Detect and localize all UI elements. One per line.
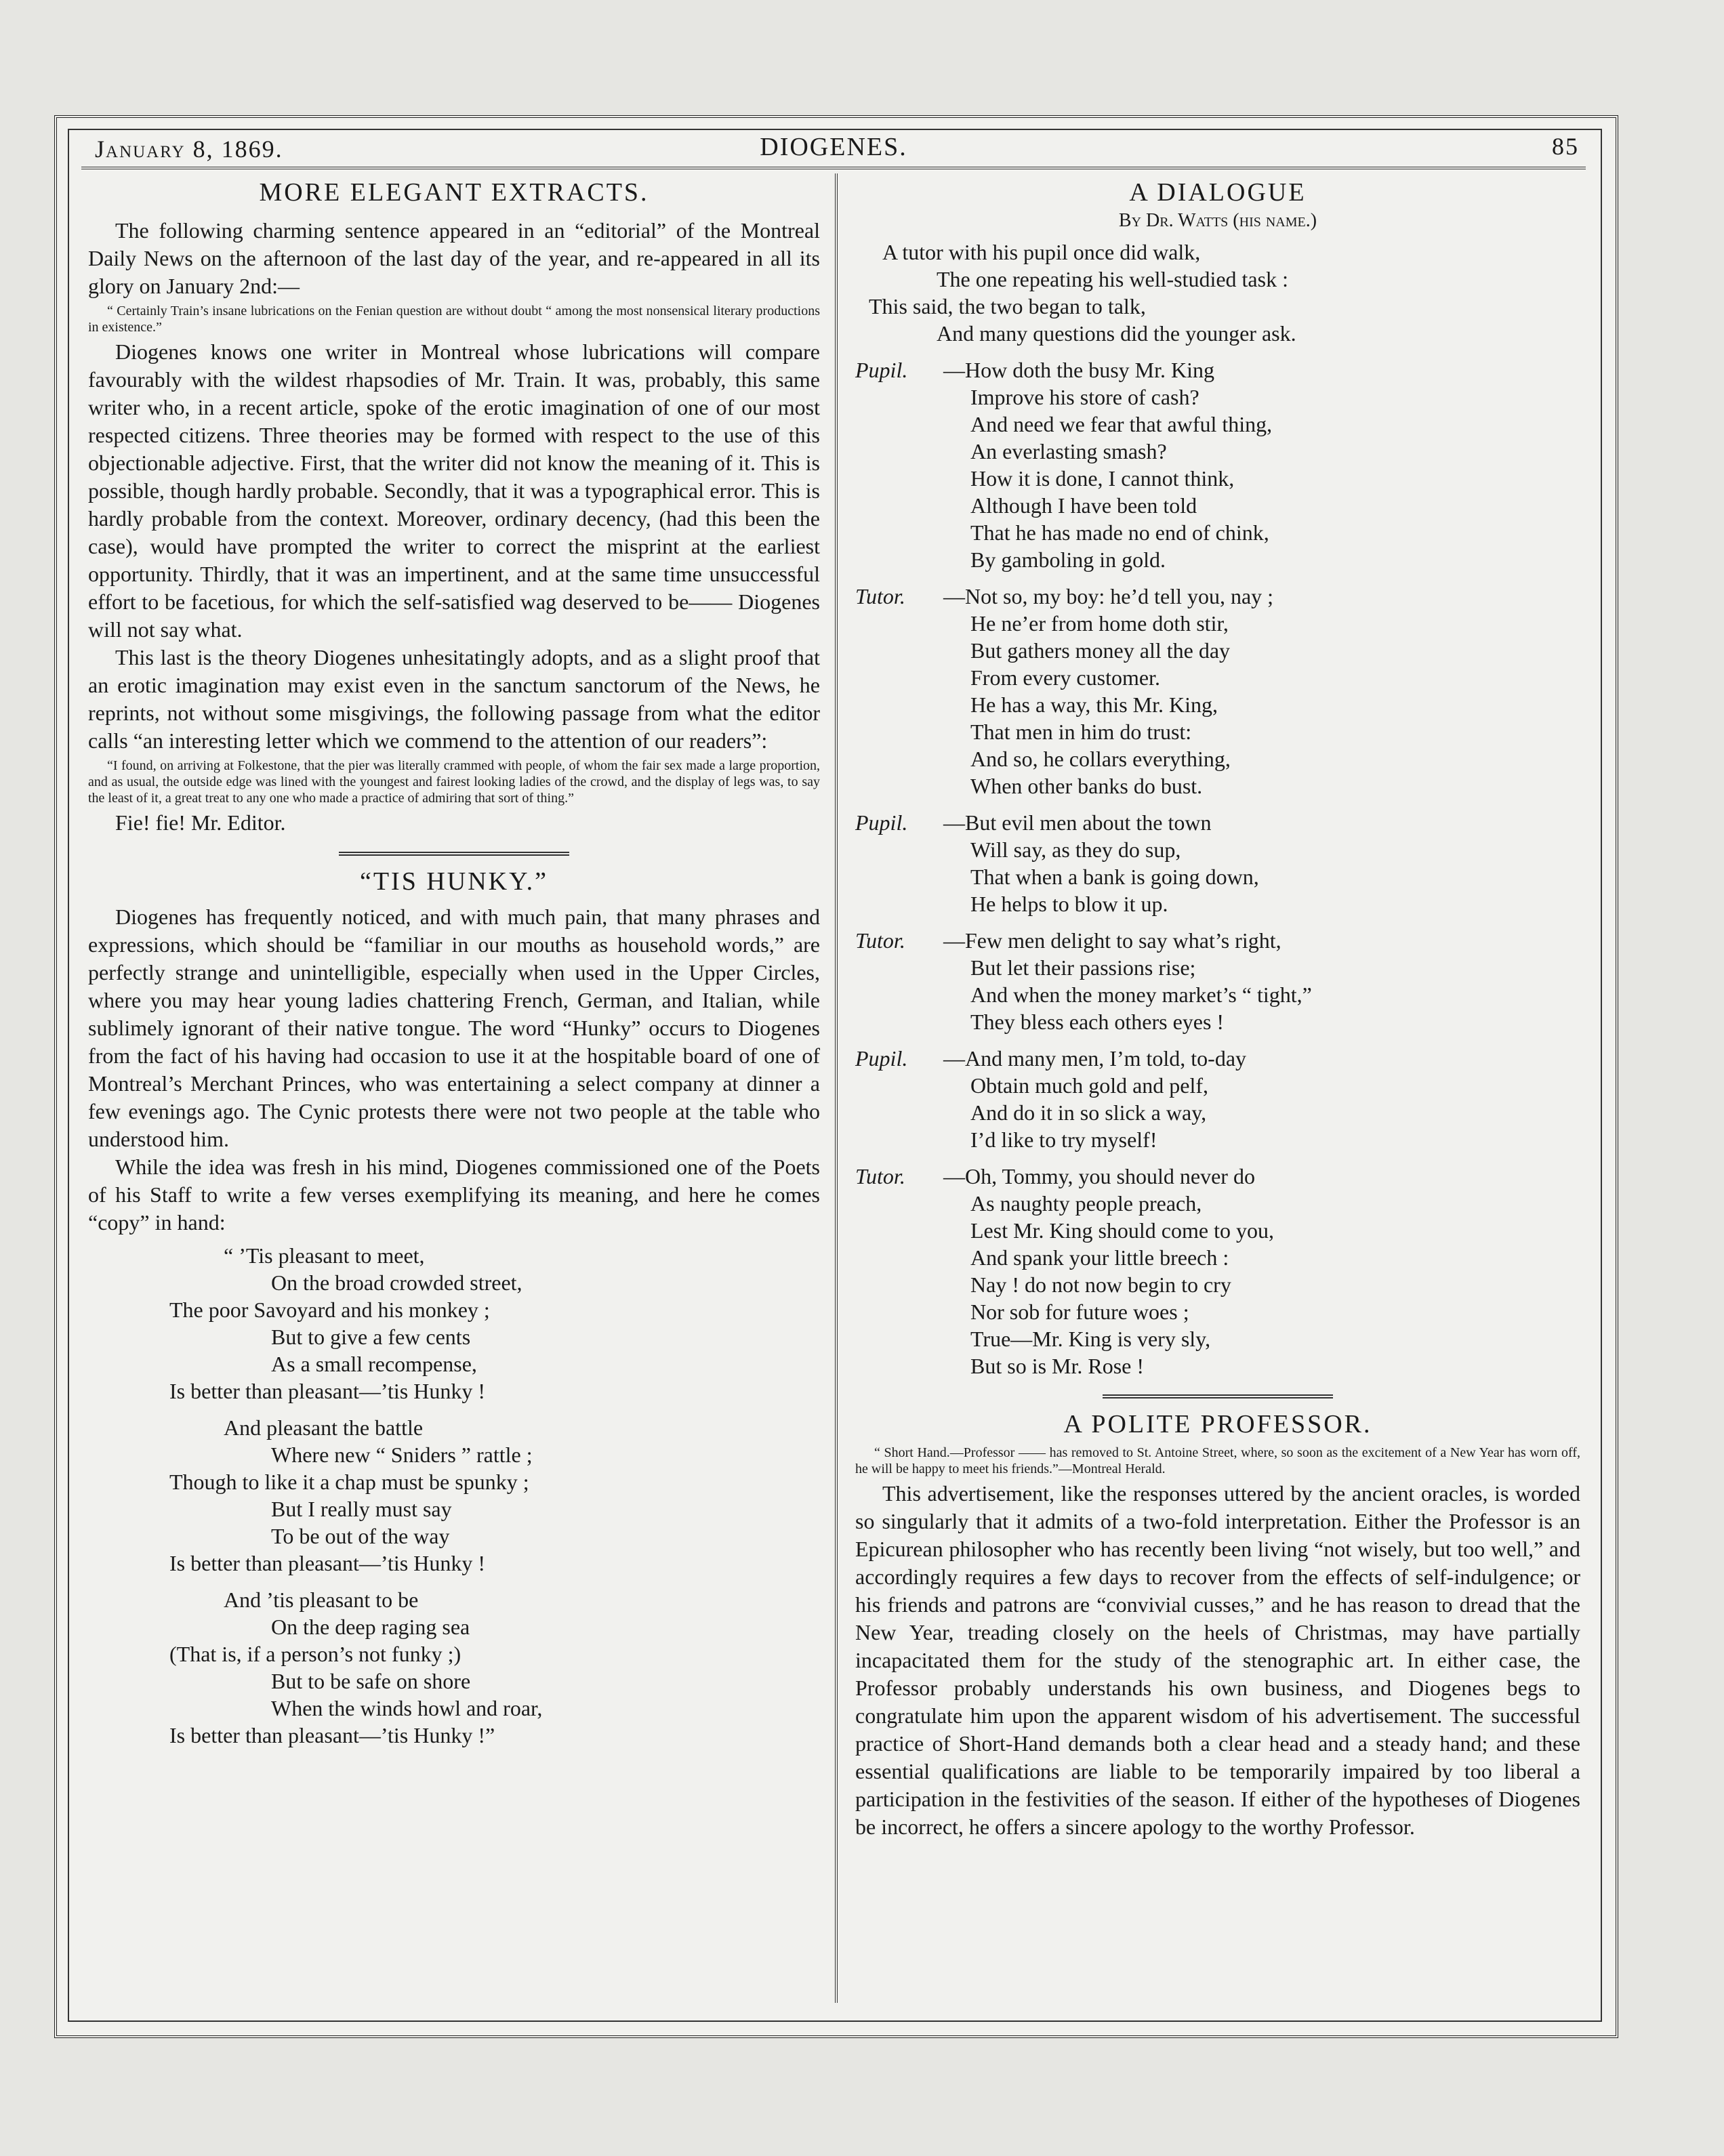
poem-line [855,1099,1580,1126]
poem-line [855,1244,1580,1271]
poem-line: As a small recompense, [271,1352,477,1376]
poem-line: On the broad crowded street, [271,1270,522,1295]
page-number: 85 [1552,133,1579,160]
speaker-label: Tutor. [855,584,905,608]
line-text: True—Mr. King is very sly, [970,1327,1211,1351]
paragraph: This last is the theory Diogenes unhesitatingly adopts, and as a slight proof that an erotic imagination may exist even in the sanctum sanctorum of the News, he reprints, not without some misgivings, the following passage from what the editor calls “an interesting letter which we commend to the attention of our readers”: [88,645,820,753]
poem-line [855,1045,1580,1072]
poem-line [855,691,1580,718]
poem-line: A tutor with his pupil once did walk, [882,240,1201,264]
poem-line [855,718,1580,745]
line-text: Although I have been told [970,493,1197,518]
poem-line: The one repeating his well-studied task : [937,267,1288,291]
line-text: He ne’er from home doth stir, [970,611,1229,636]
poem-line [855,465,1580,492]
article-title: MORE ELEGANT EXTRACTS. [259,178,649,207]
line-text: Nor sob for future woes ; [970,1300,1189,1324]
poem-line: But to give a few cents [271,1325,471,1349]
paragraph: Fie! fie! Mr. Editor. [115,810,286,835]
dialogue-exchange [855,809,1580,917]
line-text: An everlasting smash? [970,439,1167,463]
line-text: And spank your little breech : [970,1245,1229,1270]
paragraph: Diogenes knows one writer in Montreal whose lubrications will compare favourably with the wildest rhapsodies of Mr. Train. It was, probably, this same writer who, in a recent article, spoke of the erotic imagination of one of our most respected citizens. Three theories may be formed with respect to the use of this objectionable adjective. First, that the writer did not know the meaning of it. This is possible, though hardly probable. Secondly, that it was a typographical error. This is hardly probable from the context. Moreover, ordinary decency, (had this been the case), would have prompted the writer to correct the misprint at the earliest opportunity. Thirdly, that it was an impertinent, and at the same time unsuccessful effort to be facetious, for which the self-satisfied wag deserved to be—— Diogenes will not say what. [88,339,820,642]
line-text: —Few men delight to say what’s right, [943,928,1281,953]
poem [88,1242,820,1749]
line-text: But gathers money all the day [970,638,1231,663]
poem-line [855,772,1580,800]
dialogue-exchange [855,583,1580,800]
line-text: Lest Mr. King should come to you, [970,1218,1274,1243]
poem-line: But I really must say [271,1497,452,1521]
quotation: “ Short Hand.—Professor —— has removed to St. Antoine Street, where, so soon as the excitement of a New Year has worn off, he will be happy to meet his friends.”—Montreal Herald. [855,1445,1580,1476]
line-text: And do it in so slick a way, [970,1100,1207,1125]
line-text: He helps to blow it up. [970,892,1168,916]
poem-line [855,383,1580,411]
line-text: They bless each others eyes ! [970,1010,1225,1034]
poem-line: And ’tis pleasant to be [224,1588,419,1612]
dialogue-exchange [855,356,1580,573]
poem-line [855,1271,1580,1298]
paragraph: Diogenes has frequently noticed, and with much pain, that many phrases and expressions, which should be “familiar in our mouths as household words,” are perfectly strange and unintelligible, especially when used in the Upper Circles, where you may hear young ladies chattering French, German, and Italian, while sublimely ignorant of their native tongue. The word “Hunky” occurs to Diogenes from the fact of his having had occasion to use it at the hospitable board of one of Montreal’s Merchant Princes, who was entertaining a select company at dinner a few evenings ago. The Cynic protests there were not two people at the table who understood him. [88,905,820,1151]
poem-line [855,1298,1580,1325]
poem-line [855,1325,1580,1352]
poem-line [855,981,1580,1008]
line-text: But let their passions rise; [970,955,1196,980]
poem-line: Where new “ Sniders ” rattle ; [271,1443,533,1467]
line-text: That men in him do trust: [970,720,1192,744]
poem-line: “ ’Tis pleasant to meet, [224,1243,425,1268]
paragraph: This advertisement, like the responses uttered by the ancient oracles, is worded so singularly that it admits of a two-fold interpretation. Either the Professor is an Epicurean philosopher who has recently been living “not wisely, but too well,” and accordingly requires a few days to recover from the effects of self-indulgence; or his friends and patrons are “convivial cusses,” and he has reason to dread that the New Year, treading closely on the heels of Christmas, may have partially incapacitated them for the study of the stenographic art. In either case, the Professor probably understands his own business, and Diogenes begs to congratulate him upon the apparent wisdom of his advertisement. The successful practice of Short-Hand demands both a clear head and a steady hand; and these essential qualifications are liable to be temporarily impaired by too liberal a participation in the festivities of the season. If either of the hypotheses of Diogenes be incorrect, he offers a sincere apology to the worthy Professor. [855,1481,1580,1839]
line-text: That when a bank is going down, [970,865,1259,889]
line-text: And need we fear that awful thing, [970,412,1273,436]
line-text: That he has made no end of chink, [970,520,1269,545]
quotation: “ Certainly Train’s insane lubrications on the Fenian question are without doubt “ among the most nonsensical literary productions in existence.” [88,304,820,335]
issue-date: January 8, 1869. [95,136,283,163]
speaker-label: Pupil. [855,810,908,835]
poem-line [855,1352,1580,1380]
header-rule [81,167,1586,169]
line-text: I’d like to try myself! [970,1127,1157,1152]
poem-line: And pleasant the battle [224,1415,424,1440]
poem-line: This said, the two began to talk, [869,294,1146,318]
poem-line: When the winds howl and roar, [271,1696,543,1720]
speaker-label: Pupil. [855,1046,908,1071]
poem-line [855,583,1580,610]
poem-line: Though to like it a chap must be spunky ; [169,1470,529,1494]
line-text: By gamboling in gold. [970,547,1166,572]
publication-title: DIOGENES. [760,133,907,161]
poem-line [855,356,1580,383]
poem-line [855,519,1580,546]
article-title: “TIS HUNKY.” [359,867,549,896]
line-text: Nay ! do not now begin to cry [970,1272,1231,1297]
poem-line: To be out of the way [271,1524,450,1548]
line-text: When other banks do bust. [970,774,1203,798]
poem-line [855,954,1580,981]
line-text: How it is done, I cannot think, [970,466,1235,491]
dialogue-body [855,356,1580,1380]
quotation: “I found, on arriving at Folkestone, that the pier was literally crammed with people, of whom the fair sex made a large proportion, and as usual, the outside edge was lined with the youngest and fairest looking ladies of the crowd, and the display of legs was, to say the least of it, a great treat to any one who made a practice of admiring that sort of thing.” [88,758,820,806]
paragraph: While the idea was fresh in his mind, Diogenes commissioned one of the Poets of his Staff to write a few verses exemplifying its meaning, and here he comes “copy” in hand: [88,1155,820,1235]
poem-line [855,492,1580,519]
article-title: A POLITE PROFESSOR. [1063,1410,1372,1438]
line-text: And so, he collars everything, [970,747,1231,771]
poem-line: On the deep raging sea [271,1615,470,1639]
line-text: And when the money market’s “ tight,” [970,982,1312,1007]
dialogue-exchange [855,1045,1580,1153]
byline: By Dr. Watts (his name.) [1118,210,1317,231]
poem-line: And many questions did the younger ask. [937,321,1296,346]
poem-line [855,637,1580,664]
poem-line [855,438,1580,465]
line-text: From every customer. [970,665,1160,690]
poem-line: Is better than pleasant—’tis Hunky ! [169,1379,485,1403]
poem-stanza [88,1414,820,1577]
speaker-label: Pupil. [855,358,908,382]
poem-line [855,1126,1580,1153]
poem-line: (That is, if a person’s not funky ;) [169,1642,461,1666]
poem-line [855,1217,1580,1244]
poem-line: Is better than pleasant—’tis Hunky ! [169,1551,485,1575]
line-text: —Not so, my boy: he’d tell you, nay ; [943,584,1274,608]
poem-line [855,664,1580,691]
line-text: —But evil men about the town [943,810,1212,835]
section-divider [339,852,569,857]
line-text: —How doth the busy Mr. King [943,358,1214,382]
page-header [81,132,1586,166]
poem-line [855,1190,1580,1217]
column-rule [835,173,838,2003]
right-column [855,178,1580,1841]
article-title: A DIALOGUE [1129,178,1307,207]
line-text: As naughty people preach, [970,1191,1202,1216]
poem-line: But to be safe on shore [271,1669,471,1693]
paragraph: The following charming sentence appeared in an “editorial” of the Montreal Daily News on the afternoon of the last day of the year, and re-appeared in all its glory on January 2nd:— [88,218,820,298]
speaker-label: Tutor. [855,1164,905,1188]
poem-line [855,745,1580,772]
line-text: —Oh, Tommy, you should never do [943,1164,1255,1188]
speaker-label: Tutor. [855,928,905,953]
poem-line [855,927,1580,954]
line-text: Obtain much gold and pelf, [970,1073,1209,1098]
poem-line [855,1163,1580,1190]
poem-line: Is better than pleasant—’tis Hunky !” [169,1723,495,1747]
section-divider [1103,1394,1333,1400]
poem-line [855,890,1580,917]
poem-stanza [88,1586,820,1749]
dialogue-exchange [855,927,1580,1035]
line-text: Will say, as they do sup, [970,837,1181,862]
line-text: He has a way, this Mr. King, [970,692,1218,717]
poem-line [855,836,1580,863]
poem-line [855,1008,1580,1035]
poem-intro [855,239,1580,347]
line-text: —And many men, I’m told, to-day [943,1046,1247,1071]
line-text: But so is Mr. Rose ! [970,1354,1145,1378]
poem-line: The poor Savoyard and his monkey ; [169,1298,490,1322]
poem-line [855,610,1580,637]
poem-line [855,1072,1580,1099]
poem-line [855,546,1580,573]
poem-stanza [88,1242,820,1405]
line-text: Improve his store of cash? [970,385,1199,409]
dialogue-exchange [855,1163,1580,1380]
poem-line [855,863,1580,890]
poem-line [855,411,1580,438]
left-column [88,178,820,1758]
poem-line [855,809,1580,836]
